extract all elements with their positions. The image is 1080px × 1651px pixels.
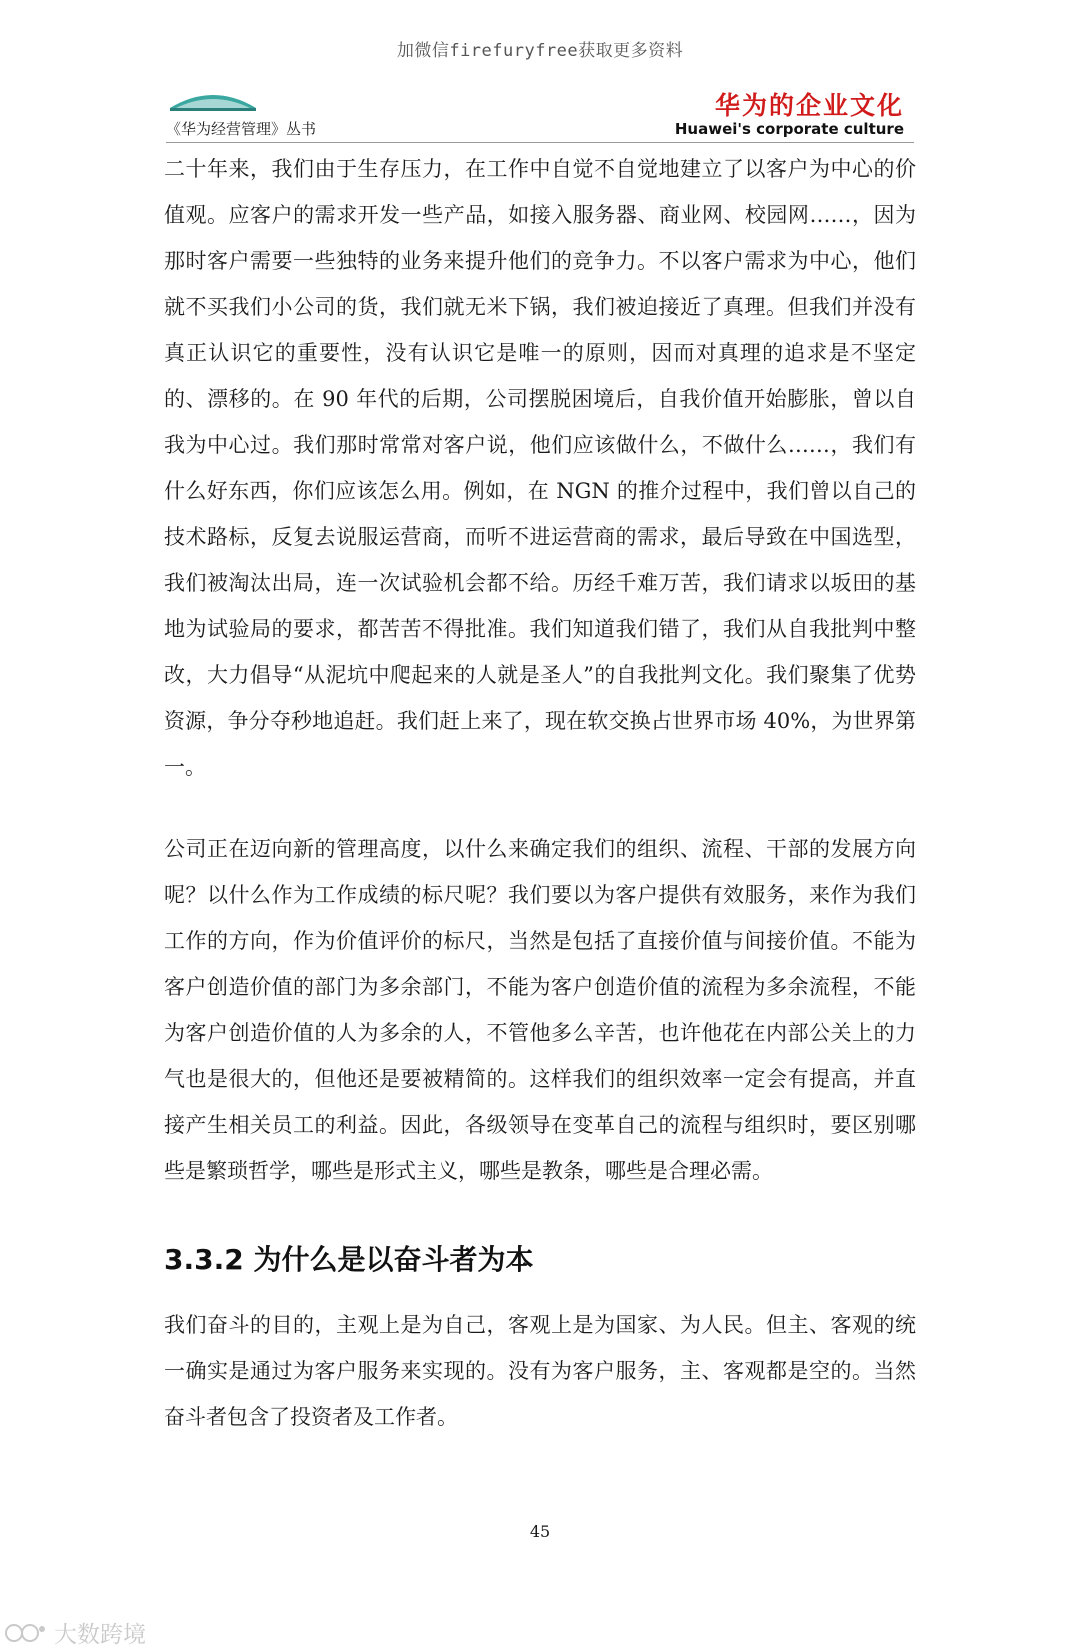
watermark	[4, 1616, 146, 1649]
brand-title-cn: 华为的企业文化	[714, 91, 904, 120]
page-content	[164, 146, 916, 1440]
watermark-logo-icon	[4, 1620, 48, 1646]
body-paragraph: 我们奋斗的目的，主观上是为自己，客观上是为国家、为人民。但主、客观的统一确实是通过为客户服务来实现的。没有为客户服务，主、客观都是空的。当然奋斗者包含了投资者及工作者。	[164, 1313, 916, 1429]
mountain-logo-icon	[168, 86, 258, 116]
top-note: 加微信firefuryfree获取更多资料	[396, 41, 684, 61]
series-title: 《华为经营管理》丛书	[166, 120, 317, 138]
body-paragraph: 二十年来，我们由于生存压力，在工作中自觉不自觉地建立了以客户为中心的价值观。应客户的需求开发一些产品，如接入服务器、商业网、校园网……，因为那时客户需要一些独特的业务来提升他们的竞争力。不以客户需求为中心，他们就不买我们小公司的货，我们就无米下锅，我们被迫接近了真理。但我们并没有真正认识它的重要性，没有认识它是唯一的原则，因而对真理的追求是不坚定的、漂移的。在 90 年代的后期，公司摆脱困境后，自我价值开始膨胀，曾以自我为中心过。我们那时常常对客户说，他们应该做什么，不做什么……，我们有什么好东西，你们应该怎么用。例如，在 NGN 的推介过程中，我们曾以自己的技术路标，反复去说服运营商，而听不进运营商的需求，最后导致在中国选型，我们被淘汰出局，连一次试验机会都不给。历经千难万苦，我们请求以坂田的基地为试验局的要求，都苦苦不得批准。我们知道我们错了，我们从自我批判中整改，大力倡导“从泥坑中爬起来的人就是圣人”的自我批判文化。我们聚集了优势资源，争分夺秒地追赶。我们赶上来了，现在软交换占世界市场 40%，为世界第一。	[164, 157, 916, 779]
watermark-text: 大数跨境	[54, 1622, 146, 1648]
section-heading: 3.3.2 为什么是以奋斗者为本	[164, 1243, 534, 1276]
page-number: 45	[529, 1522, 551, 1541]
body-paragraph: 公司正在迈向新的管理高度，以什么来确定我们的组织、流程、干部的发展方向呢？以什么作为工作成绩的标尺呢？我们要以为客户提供有效服务，来作为我们工作的方向，作为价值评价的标尺，当然是包括了直接价值与间接价值。不能为客户创造价值的部门为多余部门，不能为客户创造价值的流程为多余流程，不能为客户创造价值的人为多余的人，不管他多么辛苦，也许他花在内部公关上的力气也是很大的，但他还是要被精简的。这样我们的组织效率一定会有提高，并直接产生相关员工的利益。因此，各级领导在变革自己的流程与组织时，要区别哪些是繁琐哲学，哪些是形式主义，哪些是教条，哪些是合理必需。	[164, 837, 916, 1183]
header-divider	[166, 142, 914, 143]
brand-title-en: Huawei's corporate culture	[674, 120, 904, 138]
